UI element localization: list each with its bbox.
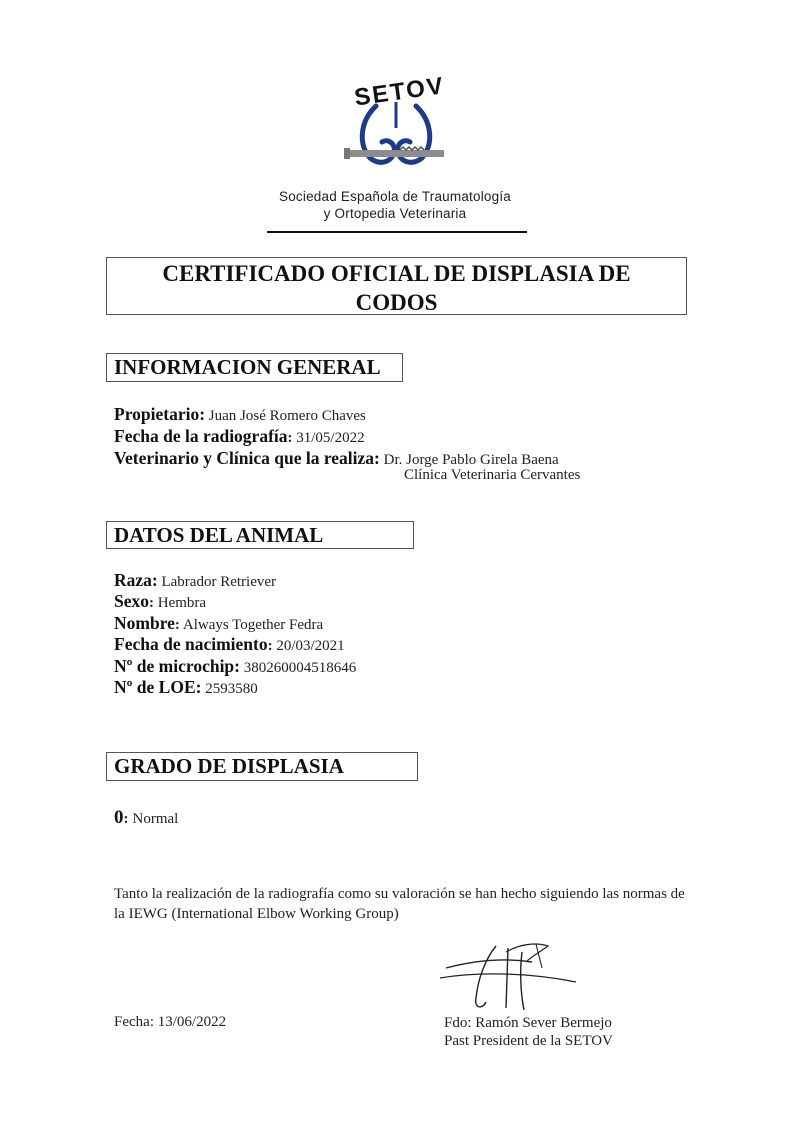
breed-label: Raza: xyxy=(114,570,158,590)
loe-row xyxy=(114,677,258,698)
loe-label: Nº de LOE: xyxy=(114,677,202,697)
grade-text: Normal xyxy=(132,811,179,827)
birth-row: Fecha de nacimiento: 20/03/2021 xyxy=(114,634,345,654)
name-row: Nombre: Always Together Fedra xyxy=(114,613,324,633)
logo-society-line2: y Ortopedia Veterinaria xyxy=(323,206,467,221)
setov-emblem-icon xyxy=(340,66,450,176)
sex-label: Sexo xyxy=(114,591,149,611)
methodology-note: Tanto la realización de la radiografía como su valoración se han hecho siguiendo las normas de la IEWG (International Elbow Working Group) xyxy=(114,886,685,922)
owner-value: Juan José Romero Chaves xyxy=(208,408,366,424)
chip-value: 380260004518646 xyxy=(243,660,357,676)
chip-row xyxy=(114,656,356,677)
grade-value: 0 xyxy=(114,807,124,828)
sex-row: Sexo: Hembra xyxy=(114,591,207,611)
name-value: Always Together Fedra xyxy=(182,617,324,633)
vet-clinic: Clínica Veterinaria Cervantes xyxy=(404,467,581,483)
signer-title: Past President de la SETOV xyxy=(444,1033,613,1049)
owner-row xyxy=(114,404,366,425)
vet-name: Dr. Jorge Pablo Girela Baena xyxy=(383,452,559,468)
issue-date: Fecha: 13/06/2022 xyxy=(114,1014,227,1030)
grade-row: 0: Normal xyxy=(114,807,179,828)
birth-value: 20/03/2021 xyxy=(276,638,345,654)
section-heading-general: INFORMACION GENERAL xyxy=(106,353,403,382)
loe-value: 2593580 xyxy=(205,681,258,697)
section-heading-animal: DATOS DEL ANIMAL xyxy=(106,521,414,549)
chip-label: Nº de microchip: xyxy=(114,656,240,676)
logo-divider xyxy=(267,231,527,233)
svg-text:SETOV: SETOV xyxy=(352,72,447,112)
certificate-title xyxy=(106,257,687,315)
breed-value: Labrador Retriever xyxy=(161,574,277,590)
title-line-2: CODOS xyxy=(355,290,438,315)
title-line-1: CERTIFICADO OFICIAL DE DISPLASIA DE xyxy=(162,261,631,286)
owner-label: Propietario: xyxy=(114,404,206,424)
signer-block xyxy=(444,1014,613,1050)
xray-date-label: Fecha de la radiografía xyxy=(114,426,288,446)
sex-value: Hembra xyxy=(157,595,207,611)
vet-row xyxy=(114,448,559,469)
breed-row xyxy=(114,570,276,591)
handwritten-signature xyxy=(436,938,586,1014)
section-heading-grade: GRADO DE DISPLASIA xyxy=(106,752,418,781)
name-label: Nombre xyxy=(114,613,175,633)
setov-logo xyxy=(260,66,530,236)
signer-name: Fdo: Ramón Sever Bermejo xyxy=(444,1015,612,1031)
vet-label: Veterinario y Clínica que la realiza: xyxy=(114,448,380,468)
logo-society-line1: Sociedad Española de Traumatología xyxy=(279,189,511,204)
birth-label: Fecha de nacimiento xyxy=(114,634,268,654)
xray-date-row: Fecha de la radiografía: 31/05/2022 xyxy=(114,426,365,446)
xray-date-value: 31/05/2022 xyxy=(296,430,365,446)
